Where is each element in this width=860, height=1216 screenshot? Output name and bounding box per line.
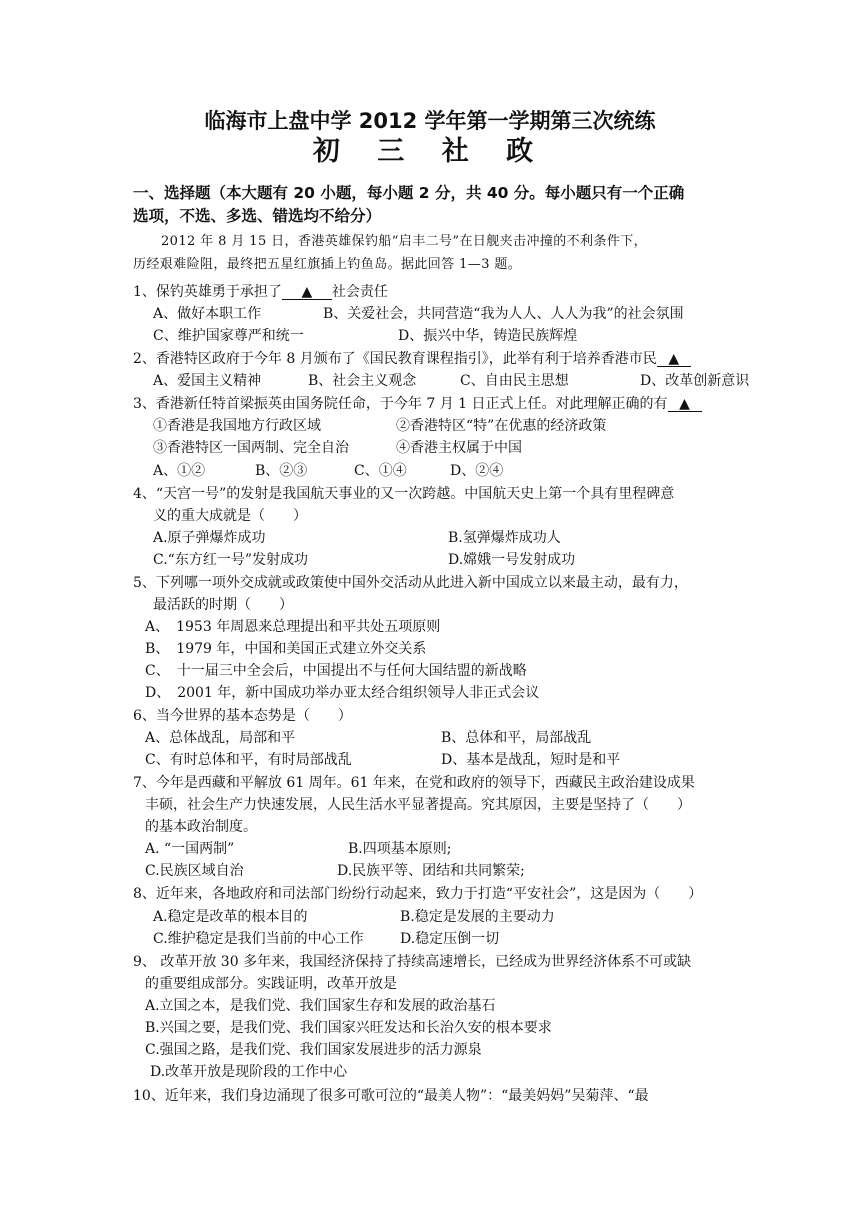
option-b: B、总体和平，局部战乱 [441,730,592,746]
question-4-stem: 4、“天宫一号”的发射是我国航天事业的又一次跨越。中国航天史上第一个具有里程碑意 [133,486,675,502]
option-d: D、振兴中华，铸造民族辉煌 [398,328,578,344]
option-c: C.民族区域自治 [145,863,244,879]
option-c: C、 十一届三中全会后，中国提出不与任何大国结盟的新战略 [145,663,527,679]
intro-text: 历经艰难险阻，最终把五星红旗插上钓鱼岛。据此回答 1—3 题。 [133,257,522,272]
question-2-stem [133,350,691,368]
question-7-stem-cont: 丰硕，社会生产力快速发展，人民生活水平显著提高。究其原因，主要是坚持了（ ） [145,797,691,813]
question-stem-text: 2、香港特区政府于今年 8 月颁布了《国民教育课程指引》，此举有利于培养香港市民 [133,351,657,367]
option-d: D、 2001 年，新中国成功举办亚太经合组织领导人非正式会议 [145,685,540,701]
option-d: D、基本是战乱，短时是和平 [441,752,621,768]
section-heading: 一、选择题（本大题有 20 小题，每小题 2 分，共 40 分。每小题只有一个正确 [133,184,685,202]
answer-blank: ▲ [282,285,332,300]
option-a: A. “一国两制” [145,841,235,857]
option-c: C、①④ [354,463,407,479]
option-b: B.稳定是发展的主要动力 [400,909,555,925]
option-a: A、做好本职工作 [153,306,262,322]
question-8-stem: 8、近年来，各地政府和司法部门纷纷行动起来，致力于打造“平安社会”，这是因为（ ） [133,886,703,902]
question-stem-text: 社会责任 [331,284,388,300]
statement-2: ②香港特区“特”在优惠的经济政策 [396,418,607,434]
intro-text: 2012 年 8 月 15 日，香港英雄保钓船“启丰二号”在日舰夹击冲撞的不利条件下， [161,234,648,249]
question-7-stem: 7、今年是西藏和平解放 61 周年。61 年来，在党和政府的领导下，西藏民主政治建设成果 [133,775,695,791]
option-a: A、 1953 年周恩来总理提出和平共处五项原则 [145,619,441,635]
option-c: C、有时总体和平，有时局部战乱 [145,752,352,768]
option-b: B.四项基本原则; [348,841,452,857]
option-b: B、关爱社会，共同营造“我为人人、人人为我”的社会氛围 [323,306,684,322]
option-a: A、爱国主义精神 [153,373,262,389]
question-1-stem [133,283,388,301]
option-a: A.稳定是改革的根本目的 [153,909,308,925]
question-stem-text: 3、香港新任特首梁振英由国务院任命，于今年 7 月 1 日正式上任。对此理解正确的有 [133,396,668,412]
option-b: B.氢弹爆炸成功人 [448,530,561,546]
option-d: D、改革创新意识 [640,373,750,389]
question-7-stem-cont: 的基本政治制度。 [145,819,257,835]
option-b: B、 1979 年，中国和美国正式建立外交关系 [145,641,427,657]
option-d: D.稳定压倒一切 [400,931,500,947]
question-4-stem-cont: 义的重大成就是（ ） [153,508,307,524]
option-c: C、自由民主思想 [460,373,569,389]
statement-4: ④香港主权属于中国 [396,440,522,456]
option-d: D.嫦娥一号发射成功 [448,552,576,568]
option-b: B、社会主义观念 [308,373,417,389]
exam-title: 临海市上盘中学 2012 学年第一学期第三次统练 [204,109,656,133]
question-3-stem [133,395,702,413]
option-b: B.兴国之要，是我们党、我们国家兴旺发达和长治久安的根本要求 [145,1020,552,1036]
option-a: A.立国之本，是我们党、我们国家生存和发展的政治基石 [145,998,496,1014]
question-5-stem: 5、下列哪一项外交成就或政策使中国外交活动从此进入新中国成立以来最主动，最有力， [133,575,688,591]
exam-subject: 初 三 社 政 [312,136,548,167]
option-d: D.民族平等、团结和共同繁荣; [337,863,525,879]
statement-3: ③香港特区一国两制、完全自治 [153,440,349,456]
option-b: B、②③ [255,463,308,479]
option-d: D、②④ [450,463,504,479]
option-c: C.“东方红一号”发射成功 [153,552,308,568]
option-d: D.改革开放是现阶段的工作中心 [150,1064,348,1080]
answer-blank: ▲ [657,352,691,367]
statement-1: ①香港是我国地方行政区域 [153,418,321,434]
question-9-stem: 9、 改革开放 30 多年来，我国经济保持了持续高速增长，已经成为世界经济体系不可或缺 [133,954,692,970]
section-heading-cont: 选项，不选、多选、错选均不给分） [133,207,382,225]
question-stem-text: 1、保钓英雄勇于承担了 [133,284,282,300]
option-c: C.维护稳定是我们当前的中心工作 [153,931,364,947]
question-5-stem-cont: 最活跃的时期（ ） [153,597,293,613]
option-a: A、①② [153,463,206,479]
option-a: A.原子弹爆炸成功 [153,530,266,546]
option-c: C、维护国家尊严和统一 [153,328,304,344]
question-10-stem: 10、近年来，我们身边涌现了很多可歌可泣的“最美人物”：“最美妈妈”吴菊萍、“最 [133,1088,649,1104]
question-9-stem-cont: 的重要组成部分。实践证明，改革开放是 [145,976,397,992]
question-6-stem: 6、当今世界的基本态势是（ ） [133,708,352,724]
answer-blank: ▲ [668,397,702,412]
option-c: C.强国之路，是我们党、我们国家发展进步的活力源泉 [145,1042,482,1058]
option-a: A、总体战乱，局部和平 [145,730,296,746]
